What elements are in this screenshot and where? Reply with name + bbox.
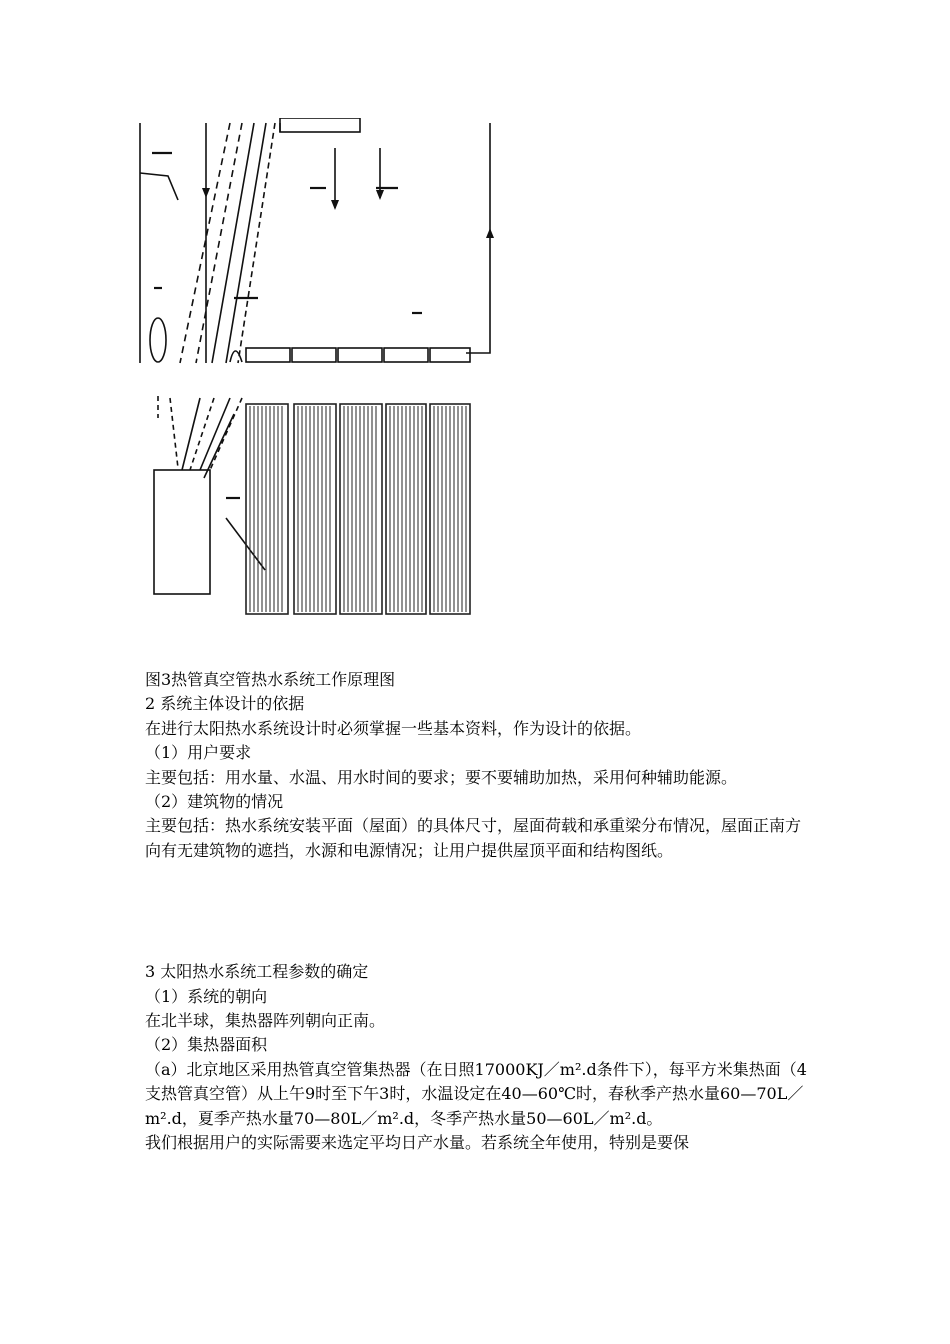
collector-array [294,404,336,614]
section-2-intro: 在进行太阳热水系统设计时必须掌握一些基本资料，作为设计的依据。 [145,718,642,738]
collector-array [340,404,382,614]
collector-header [430,348,470,362]
section-3-item-2-text: （a）北京地区采用热管真空管集热器（在日照17000KJ／m².d条件下），每平方米集热面（4支热管真空管）从上午9时至下午3时，水温设定在40—60℃时，春秋季产热水量60—70L／m².d，夏季产热水量70—80L／m².d，冬季产热水量50—60L／m².d。 [145,1059,807,1128]
storage-tank [154,470,210,594]
inlet-branch [140,173,178,200]
section-2-item-2-title: （2）建筑物的情况 [145,792,284,812]
collector-header [292,348,336,362]
blank-space [145,863,810,960]
section-2-item-1-title: （1）用户要求 [145,743,252,763]
dashed-pipe [226,123,266,363]
water-tank [280,118,360,132]
collector-array [430,404,470,614]
section-3-item-2-text-continued: 我们根据用户的实际需要来选定平均日产水量。若系统全年使用，特别是要保 [145,1133,690,1153]
collector-header [338,348,382,362]
collector-header [246,348,290,362]
section-3-item-1-title: （1）系统的朝向 [145,986,268,1006]
section-2-heading: 2 系统主体设计的依据 [145,694,305,714]
body-text [145,668,810,1156]
collector-header [384,348,428,362]
collector-array [386,404,426,614]
section-2-item-1-text: 主要包括：用水量、水温、用水时间的要求；要不要辅助加热，采用何种辅助能源。 [145,767,738,787]
section-3-item-1-text: 在北半球，集热器阵列朝向正南。 [145,1011,386,1031]
section-3-heading: 3 太阳热水系统工程参数的确定 [145,962,369,982]
dashed-pipe [180,123,230,363]
pump [150,318,166,362]
solar-system-diagram [130,118,520,628]
figure-caption: 图3热管真空管热水系统工作原理图 [145,670,396,689]
collector-array [246,404,288,614]
section-3-item-2-title: （2）集热器面积 [145,1035,268,1055]
section-2-item-2-text: 主要包括：热水系统安装平面（屋面）的具体尺寸，屋面荷载和承重梁分布情况，屋面正南方向有无建筑物的遮挡，水源和电源情况；让用户提供屋顶平面和结构图纸。 [145,816,802,860]
